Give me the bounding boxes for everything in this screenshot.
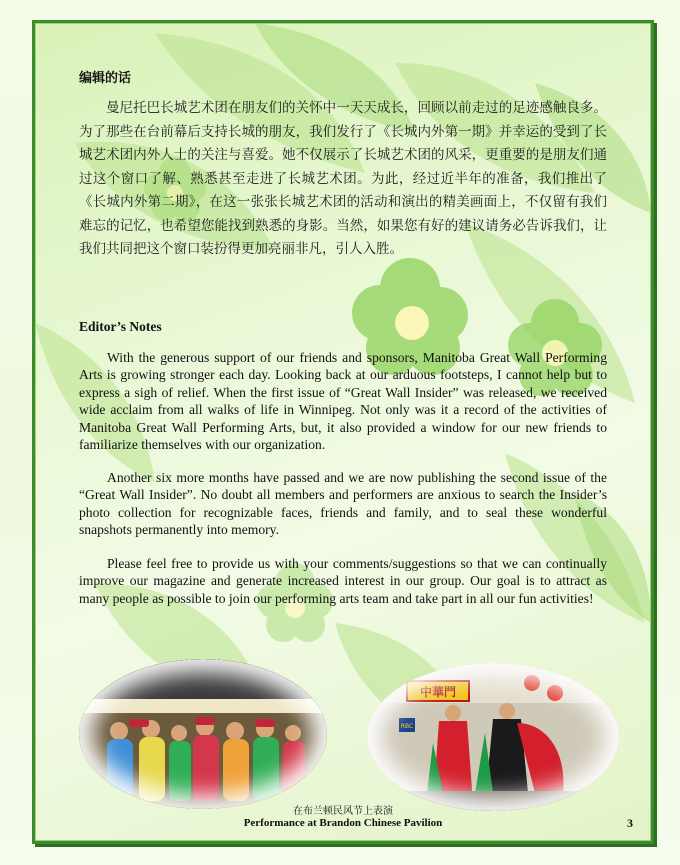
editor-body-zh: 曼尼托巴长城艺术团在朋友们的关怀中一天天成长，回顾以前走过的足迹感触良多。为了那些在台前幕后支持长城的朋友，我们发行了《长城内外第一期》并幸运的受到了长城艺术团内外人士的关注与喜爱。她不仅展示了长城艺术团的风采，更重要的是朋友们通过这个窗口了解、熟悉甚至走进了长城艺术团。为此，经过近半年的准备，我们推出了《长城内外第二期》，在这一张张长城艺术团的活动和演出的精美画面上，不仅留有我们难忘的记忆，也希望您能找到熟悉的身影。当然，如果您有好的建议请务必告诉我们，让我们共同把这个窗口装扮得更加亮丽非凡，引人入胜。 xyxy=(79,100,607,257)
editor-paragraph-3: Please feel free to provide us with your comments/suggestions so that we can continually improve our magazine and generate increased interest in our group. Our goal is to attract as many people as possible to join our performing arts team and take part in all our fun activities! xyxy=(79,556,607,606)
gate-sign-text: 中華門 xyxy=(419,685,457,699)
bank-logo-text: RBC xyxy=(400,723,414,730)
editor-paragraph-1: With the generous support of our friends and sponsors, Manitoba Great Wall Performing Arts is growing stronger each day. Looking back at our arduous footsteps, I cannot help but to express a sigh of relief. When the first issue of “Great Wall Insider” was released, we received wide acclaim from all walks of life in Winnipeg. Not only was it a record of the activities of Manitoba Great Wall Performing Arts, but, it also provided a window for our new friends to familiarize themselves with our organization. xyxy=(79,350,607,453)
editor-heading-zh: 编辑的话 xyxy=(79,71,132,86)
performer-figures xyxy=(107,717,305,801)
page-number: 3 xyxy=(627,816,633,830)
performers-photo-right xyxy=(367,663,619,811)
photo-caption-en: Performance at Brandon Chinese Pavilion xyxy=(243,817,443,829)
editor-paragraph-2: Another six more months have passed and we are now publishing the second issue of the “Great Wall Insider”. No doubt all members and performers are anxious to search the Insider’s photo collection for recognizable faces, friends and family, and to seal these wonderful snapshots permanently into memory. xyxy=(79,470,607,538)
performers-photo-left xyxy=(79,659,327,809)
editor-heading-en: Editor’s Notes xyxy=(79,319,162,334)
page-frame xyxy=(32,20,654,844)
photo-caption-zh: 在布兰顿民风节上表演 xyxy=(293,806,393,817)
dancer-figures xyxy=(427,703,564,803)
